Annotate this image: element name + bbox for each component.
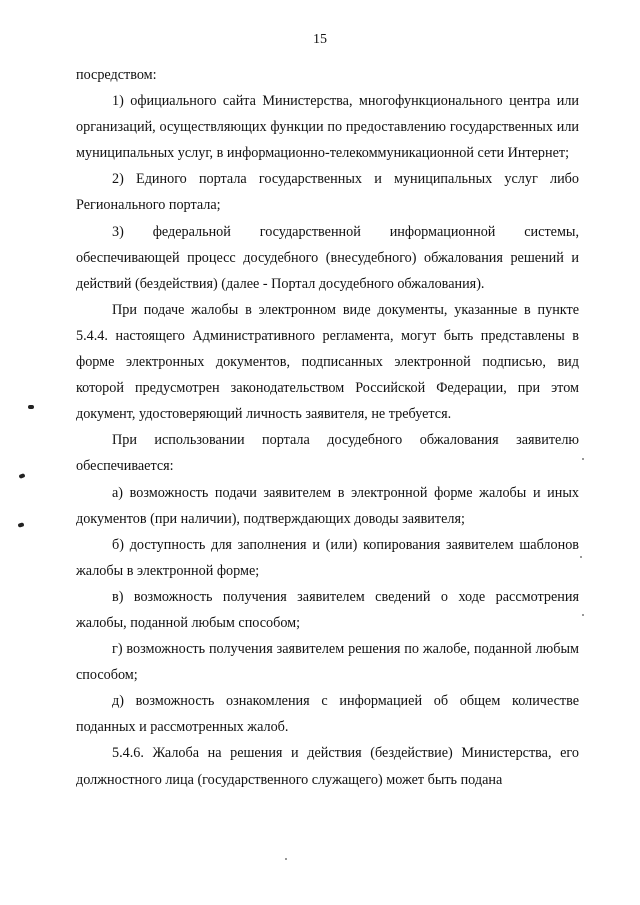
scan-speck <box>582 458 584 460</box>
paragraph-item-a: а) возможность подачи заявителем в электронной форме жалобы и иных документов (при наличии), подтверждающих доводы заявителя; <box>76 484 579 527</box>
paragraph-electronic-submission: При подаче жалобы в электронном виде документы, указанные в пункте 5.4.4. настоящего Административного регламента, могут быть представлены в форме электронных документов, подписанных электронной подписью, вид которой предусмотрен законодательством Российской Федерации, при этом документ, удостоверяющий личность заявителя, не требуется. <box>76 301 579 423</box>
document-body <box>76 62 579 793</box>
paragraph-item-d: д) возможность ознакомления с информацией об общем количестве поданных и рассмотренных жалоб. <box>76 693 579 736</box>
scan-mark <box>18 522 25 527</box>
scan-speck <box>580 556 582 558</box>
paragraph-intro: посредством: <box>76 67 157 83</box>
paragraph-item-3: 3) федеральной государственной информационной системы, обеспечивающей процесс досудебного (внесудебного) обжалования решений и действий (бездействия) (далее - Портал досудебного обжалования). <box>76 223 579 292</box>
scan-speck <box>582 614 584 616</box>
paragraph-item-g: г) возможность получения заявителем решения по жалобе, поданной любым способом; <box>76 641 579 684</box>
page-number: 15 <box>313 32 327 47</box>
paragraph-item-b: б) доступность для заполнения и (или) копирования заявителем шаблонов жалобы в электронной форме; <box>76 536 579 579</box>
scan-mark <box>28 405 34 409</box>
paragraph-5-4-6: 5.4.6. Жалоба на решения и действия (бездействие) Министерства, его должностного лица (государственного служащего) может быть подана <box>76 745 579 788</box>
paragraph-item-2: 2) Единого портала государственных и муниципальных услуг либо Регионального портала; <box>76 171 579 214</box>
scan-speck <box>285 858 287 860</box>
paragraph-item-v: в) возможность получения заявителем сведений о ходе рассмотрения жалобы, поданной любым способом; <box>76 588 579 631</box>
paragraph-portal-provides: При использовании портала досудебного обжалования заявителю обеспечивается: <box>76 432 579 475</box>
scan-mark <box>18 473 25 479</box>
paragraph-item-1: 1) официального сайта Министерства, многофункционального центра или организаций, осуществляющих функции по предоставлению государственных или муниципальных услуг, в информационно-телекоммуникационной сети Интернет; <box>76 93 579 162</box>
